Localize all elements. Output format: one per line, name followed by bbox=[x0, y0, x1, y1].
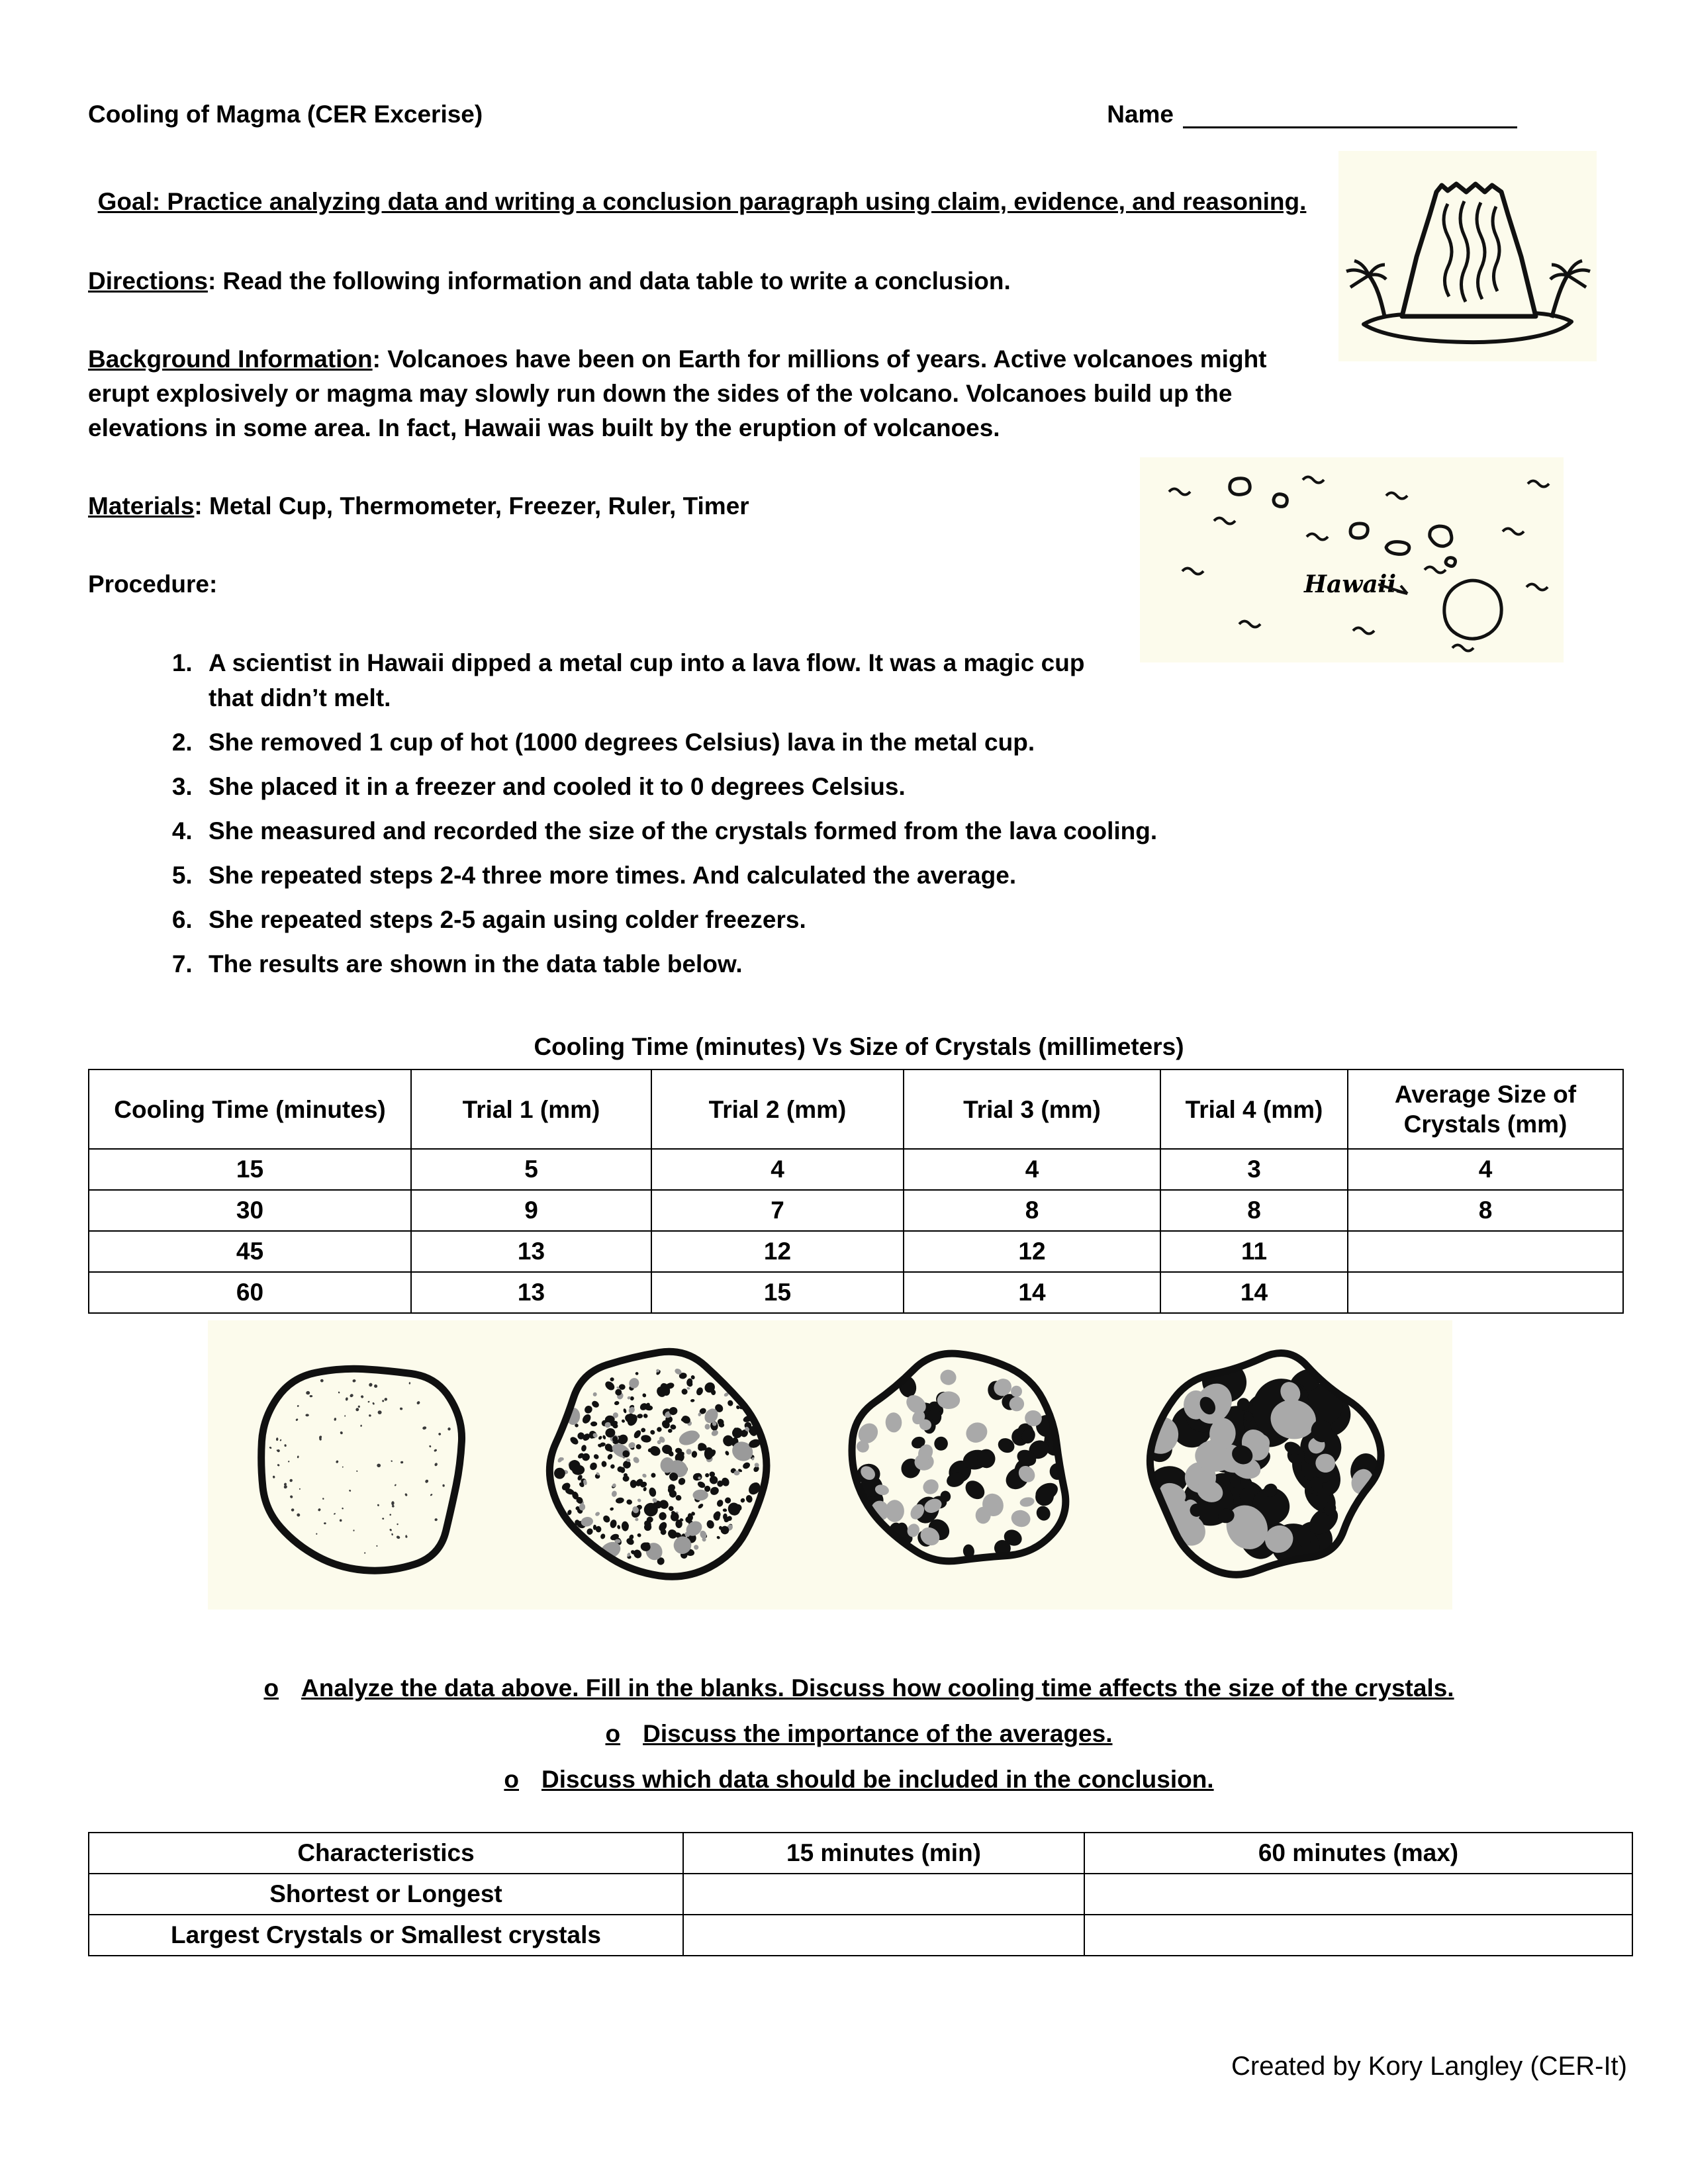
table-cell: Largest Crystals or Smallest crystals bbox=[89, 1915, 683, 1956]
table-row bbox=[89, 1190, 1623, 1231]
table-row bbox=[89, 1231, 1623, 1272]
procedure-step: 4. She measured and recorded the size of the crystals formed from the lava cooling. bbox=[199, 813, 1630, 848]
analysis-header-row bbox=[89, 1833, 1632, 1874]
column-header: Average Size of Crystals (mm) bbox=[1348, 1069, 1623, 1149]
column-header: Trial 4 (mm) bbox=[1160, 1069, 1348, 1149]
table-cell: 30 bbox=[89, 1190, 411, 1231]
table-cell: 8 bbox=[904, 1190, 1160, 1231]
analysis-table bbox=[88, 1832, 1633, 1956]
table-cell: 4 bbox=[904, 1149, 1160, 1190]
header-row bbox=[88, 99, 1630, 128]
table-cell: 60 bbox=[89, 1272, 411, 1313]
name-field bbox=[1107, 99, 1630, 128]
procedure-step: 1. A scientist in Hawaii dipped a metal cup into a lava flow. It was a magic cup that didn’t melt. bbox=[199, 645, 1630, 715]
background-label: Background Information bbox=[88, 345, 373, 373]
hawaii-text-label: Hawaii bbox=[1304, 570, 1397, 598]
table-cell: 15 bbox=[651, 1272, 904, 1313]
table-cell: Shortest or Longest bbox=[89, 1874, 683, 1915]
blank-cell[interactable] bbox=[1348, 1272, 1623, 1313]
table-cell: 13 bbox=[411, 1231, 651, 1272]
analysis-prompt-text: Discuss the importance of the averages. bbox=[643, 1720, 1113, 1747]
blank-cell[interactable] bbox=[1348, 1231, 1623, 1272]
background-text: : Volcanoes have been on Earth for millions of years. Active volcanoes might erupt explosively or magma may slowly run down the sides of the volcano. Volcanoes build up the elevations in some area. In fact, Hawaii was built by the eruption of volcanoes. bbox=[88, 345, 1267, 441]
blank-cell[interactable] bbox=[683, 1874, 1084, 1915]
crystal-illustrations-svg bbox=[208, 1320, 1452, 1610]
crystal-illustrations bbox=[208, 1320, 1452, 1610]
table-cell: 12 bbox=[651, 1231, 904, 1272]
analysis-prompt bbox=[88, 1720, 1630, 1748]
table-cell: 9 bbox=[411, 1190, 651, 1231]
analysis-prompts bbox=[88, 1674, 1630, 1794]
blank-cell[interactable] bbox=[1084, 1874, 1632, 1915]
column-header: Trial 1 (mm) bbox=[411, 1069, 651, 1149]
procedure-list bbox=[88, 645, 1630, 981]
column-header: 60 minutes (max) bbox=[1084, 1833, 1632, 1874]
procedure-step: 7. The results are shown in the data table below. bbox=[199, 946, 1630, 981]
table-cell: 15 bbox=[89, 1149, 411, 1190]
background-paragraph bbox=[88, 342, 1508, 445]
results-table bbox=[88, 1069, 1624, 1314]
page-title: Cooling of Magma (CER Excerise) bbox=[88, 101, 483, 128]
table-cell: 7 bbox=[651, 1190, 904, 1231]
table-cell: 8 bbox=[1160, 1190, 1348, 1231]
goal-heading: Goal: Practice analyzing data and writing a conclusion paragraph using claim, evidence, and reasoning. bbox=[97, 188, 1307, 215]
materials-label: Materials bbox=[88, 492, 195, 520]
table-cell: 12 bbox=[904, 1231, 1160, 1272]
table-cell: 11 bbox=[1160, 1231, 1348, 1272]
directions-text: : Read the following information and data table to write a conclusion. bbox=[207, 267, 1011, 295]
table-cell: 8 bbox=[1348, 1190, 1623, 1231]
table-row bbox=[89, 1915, 1632, 1956]
volcano-icon bbox=[1338, 151, 1597, 361]
column-header: Trial 3 (mm) bbox=[904, 1069, 1160, 1149]
procedure-step: 5. She repeated steps 2-4 three more times. And calculated the average. bbox=[199, 858, 1630, 893]
table-cell: 4 bbox=[1348, 1149, 1623, 1190]
materials-text: : Metal Cup, Thermometer, Freezer, Ruler, Timer bbox=[194, 492, 749, 520]
footer-credit: Created by Kory Langley (CER-It) bbox=[1231, 2052, 1627, 2081]
procedure-step: 3. She placed it in a freezer and cooled it to 0 degrees Celsius. bbox=[199, 769, 1630, 804]
table-cell: 5 bbox=[411, 1149, 651, 1190]
analysis-prompt bbox=[88, 1766, 1630, 1794]
blank-cell[interactable] bbox=[683, 1915, 1084, 1956]
column-header: Cooling Time (minutes) bbox=[89, 1069, 411, 1149]
column-header: Characteristics bbox=[89, 1833, 683, 1874]
name-blank-line[interactable] bbox=[1183, 99, 1517, 128]
table-row bbox=[89, 1272, 1623, 1313]
hawaii-map-icon bbox=[1140, 457, 1564, 662]
table-cell: 4 bbox=[651, 1149, 904, 1190]
blank-cell[interactable] bbox=[1084, 1915, 1632, 1956]
directions-label: Directions bbox=[88, 267, 208, 295]
bullet-marker: o bbox=[263, 1674, 279, 1702]
table-row bbox=[89, 1149, 1623, 1190]
volcano-illustration bbox=[1338, 151, 1597, 361]
table-cell: 13 bbox=[411, 1272, 651, 1313]
name-label: Name bbox=[1107, 101, 1174, 128]
bullet-marker: o bbox=[504, 1766, 519, 1793]
hawaii-map-illustration bbox=[1140, 457, 1564, 662]
procedure-step: 2. She removed 1 cup of hot (1000 degrees Celsius) lava in the metal cup. bbox=[199, 725, 1630, 760]
analysis-prompt-text: Discuss which data should be included in the conclusion. bbox=[541, 1766, 1214, 1793]
table-row bbox=[89, 1874, 1632, 1915]
procedure-heading: Procedure: bbox=[88, 570, 218, 598]
table-cell: 3 bbox=[1160, 1149, 1348, 1190]
results-table-title: Cooling Time (minutes) Vs Size of Crystals (millimeters) bbox=[534, 1033, 1184, 1060]
table-cell: 14 bbox=[904, 1272, 1160, 1313]
column-header: 15 minutes (min) bbox=[683, 1833, 1084, 1874]
analysis-prompt-text: Analyze the data above. Fill in the blanks. Discuss how cooling time affects the size of the crystals. bbox=[301, 1674, 1454, 1702]
analysis-prompt bbox=[88, 1674, 1630, 1702]
column-header: Trial 2 (mm) bbox=[651, 1069, 904, 1149]
results-header-row bbox=[89, 1069, 1623, 1149]
bullet-marker: o bbox=[605, 1720, 621, 1747]
table-cell: 45 bbox=[89, 1231, 411, 1272]
table-cell: 14 bbox=[1160, 1272, 1348, 1313]
procedure-step: 6. She repeated steps 2-5 again using colder freezers. bbox=[199, 902, 1630, 937]
